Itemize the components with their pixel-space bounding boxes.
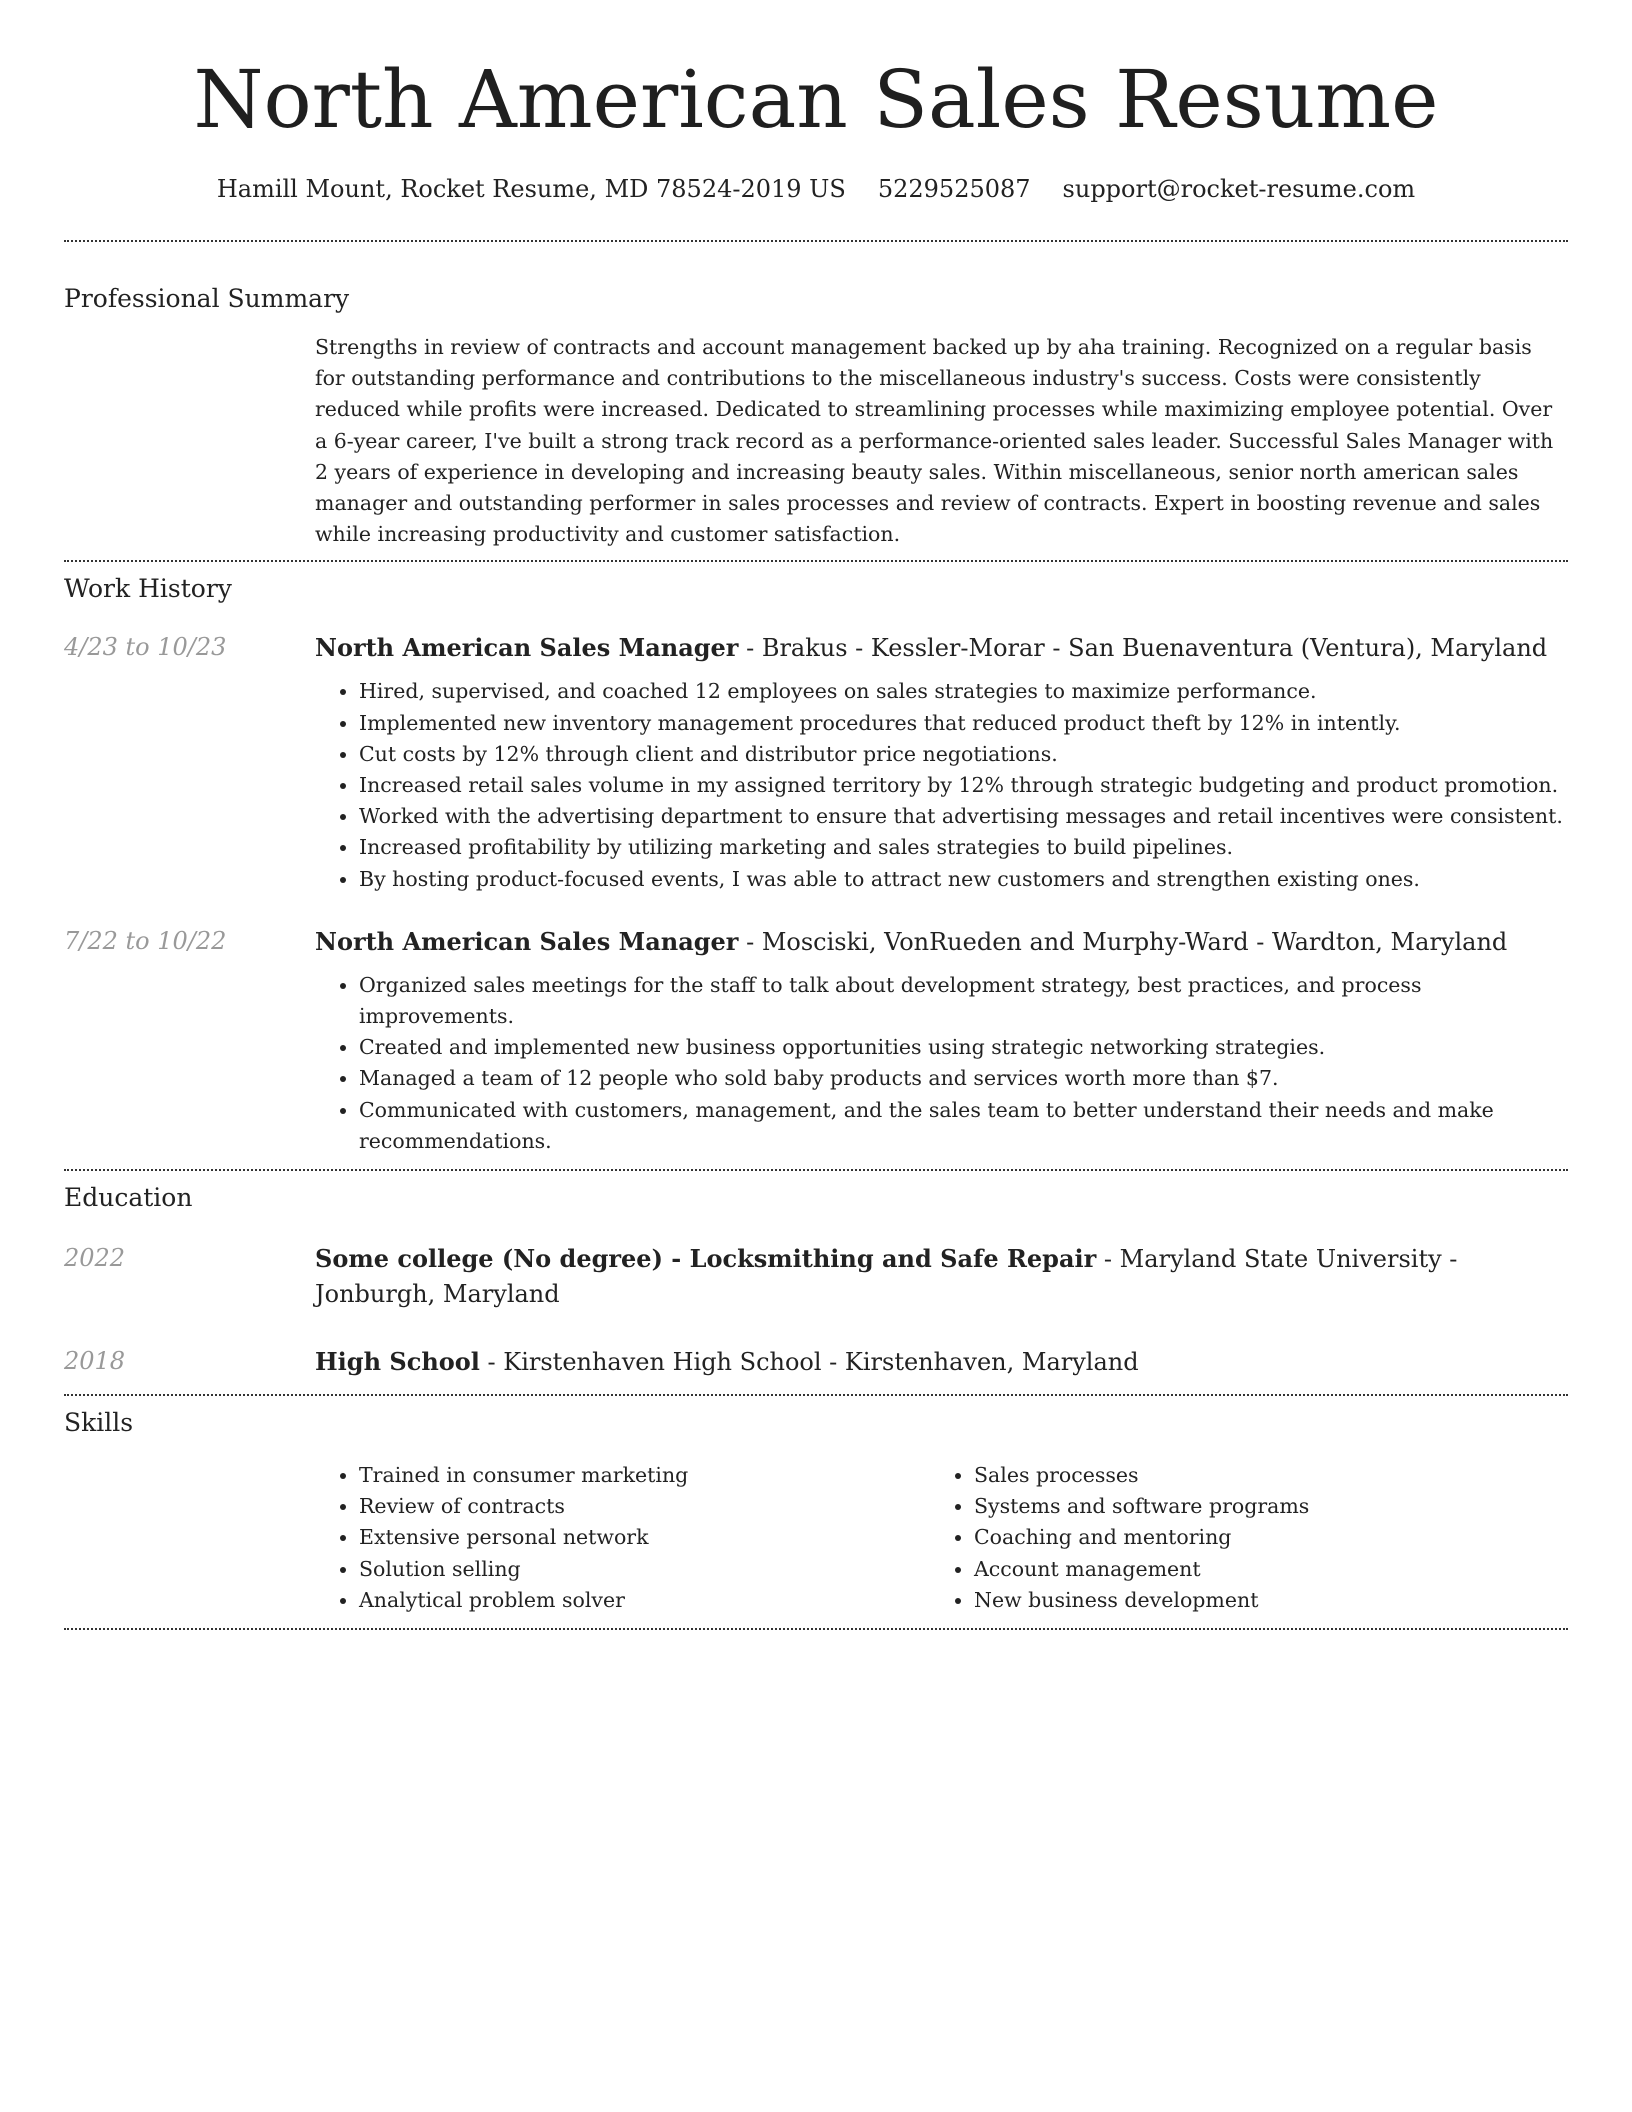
job-title: North American Sales Manager <box>315 926 739 956</box>
education-entry <box>64 1344 1568 1380</box>
education-details: - Maryland State University - Jonburgh, Maryland <box>315 1245 1458 1309</box>
list-item: • Hired, supervised, and coached 12 employees on sales strategies to maximize performance. <box>359 676 1568 707</box>
list-item: • Managed a team of 12 people who sold baby products and services worth more than $7. <box>359 1063 1568 1094</box>
skill-item: • Trained in consumer marketing <box>359 1460 930 1491</box>
list-item: • Worked with the advertising department to ensure that advertising messages and retail incentives were consistent. <box>359 801 1568 832</box>
education-heading: Education <box>64 1183 193 1213</box>
education-degree: Some college (No degree) - Locksmithing and Safe Repair <box>315 1244 1097 1274</box>
list-item: • Communicated with customers, management, and the sales team to better understand their needs and make recommendations. <box>359 1095 1568 1157</box>
page-title: North American Sales Resume <box>193 53 1439 146</box>
list-item: • Created and implemented new business opportunities using strategic networking strategies. <box>359 1032 1568 1063</box>
contact-phone: 5229525087 <box>877 175 1031 203</box>
summary-heading: Professional Summary <box>64 284 350 313</box>
job-entry <box>64 924 1568 1169</box>
contact-email: support@rocket-resume.com <box>1062 175 1416 203</box>
skill-item: • New business development <box>974 1585 1545 1616</box>
skill-item: • Systems and software programs <box>974 1491 1545 1522</box>
skill-item: • Account management <box>974 1554 1545 1585</box>
skill-item: • Coaching and mentoring <box>974 1522 1545 1553</box>
education-details: - Kirstenhaven High School - Kirstenhaven, Maryland <box>479 1348 1139 1377</box>
job-details: - Brakus - Kessler-Morar - San Buenaventura (Ventura), Maryland <box>738 634 1548 663</box>
section-divider <box>64 1394 1568 1396</box>
skills-section <box>64 1460 1568 1616</box>
education-year: 2018 <box>64 1347 126 1376</box>
job-details: - Mosciski, VonRueden and Murphy-Ward - Wardton, Maryland <box>738 927 1508 956</box>
job-dates: 7/22 to 10/22 <box>64 926 227 955</box>
job-title: North American Sales Manager <box>315 633 739 663</box>
job-heading <box>315 924 1568 960</box>
list-item: • Organized sales meetings for the staff to talk about development strategy, best practices, and process improvements. <box>359 970 1568 1032</box>
education-degree: High School <box>315 1347 480 1377</box>
section-divider <box>64 1169 1568 1171</box>
skills-heading: Skills <box>64 1408 134 1438</box>
summary-text: Strengths in review of contracts and account management backed up by aha training. Recognized on a regular basis for outstanding performance and contributions to the miscellaneous industry's success. Costs were consistently reduced while profits were increased. Dedicated to streamlining processes while maximizing employee potential. Over a 6-year career, I've built a strong track record as a performance-oriented sales leader. Successful Sales Manager with 2 years of experience in developing and increasing beauty sales. Within miscellaneous, senior north american sales manager and outstanding performer in sales processes and review of contracts. Expert in boosting revenue and sales while increasing productivity and customer satisfaction. <box>315 335 1554 547</box>
list-item: • Cut costs by 12% through client and distributor price negotiations. <box>359 739 1568 770</box>
list-item: • Increased retail sales volume in my assigned territory by 12% through strategic budgeting and product promotion. <box>359 770 1568 801</box>
contact-address: Hamill Mount, Rocket Resume, MD 78524-2019 US <box>216 175 846 203</box>
skill-item: • Review of contracts <box>359 1491 930 1522</box>
skill-item: • Analytical problem solver <box>359 1585 930 1616</box>
list-item: • Increased profitability by utilizing marketing and sales strategies to build pipelines. <box>359 832 1568 863</box>
job-heading <box>315 630 1568 666</box>
skills-list-right <box>930 1460 1545 1616</box>
job-bullets <box>315 970 1568 1157</box>
education-heading-text <box>315 1344 1568 1380</box>
skill-item: • Solution selling <box>359 1554 930 1585</box>
education-entry <box>64 1241 1568 1312</box>
job-entry <box>64 630 1568 894</box>
list-item: • By hosting product-focused events, I was able to attract new customers and strengthen existing ones. <box>359 864 1568 895</box>
education-heading-text <box>315 1241 1568 1312</box>
skills-columns <box>315 1460 1568 1616</box>
skill-item: • Extensive personal network <box>359 1522 930 1553</box>
job-dates: 4/23 to 10/23 <box>64 633 227 662</box>
job-bullets <box>315 676 1568 894</box>
skill-item: • Sales processes <box>974 1460 1545 1491</box>
skills-list-left <box>315 1460 930 1616</box>
section-divider <box>64 560 1568 562</box>
section-divider <box>64 240 1568 242</box>
education-year: 2022 <box>64 1244 126 1273</box>
contact-info <box>64 172 1568 206</box>
work-history-heading: Work History <box>64 574 232 604</box>
section-divider <box>64 1628 1568 1630</box>
list-item: • Implemented new inventory management procedures that reduced product theft by 12% in intently. <box>359 708 1568 739</box>
